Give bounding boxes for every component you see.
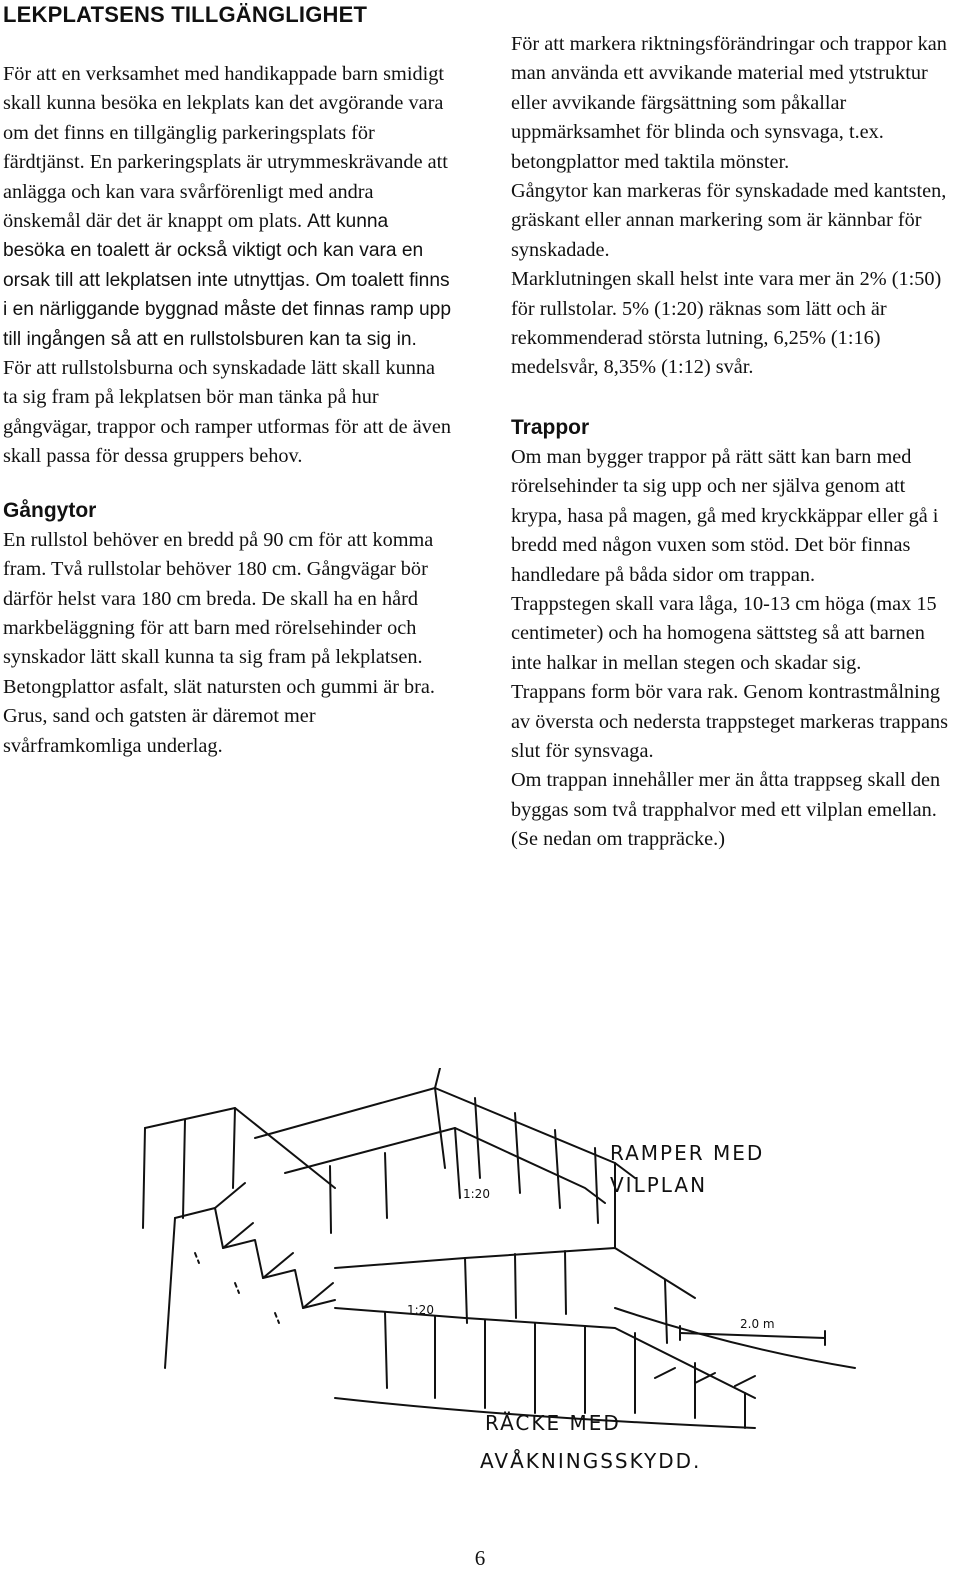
ramp-sketch-illustration <box>135 1068 865 1478</box>
left-text-flow <box>3 60 453 761</box>
slope-upper-label: 1:20 <box>463 1187 490 1201</box>
racke-label-line1: RÄCKE MED <box>485 1411 621 1435</box>
slope-paragraph: Marklutningen skall helst inte vara mer än 2% (1:50) för rullstolar. 5% (1:20) räknas som lätt och är rekommenderad största lutning, 6,25% (1:16) medelsvår, 8,35% (1:12) svår. <box>511 268 942 379</box>
marking-paragraph: För att markera riktningsförändringar och trappor kan man använda ett avvikande material med ytstruktur eller avvikande färgsättning som påkallar uppmärksamhet för blinda och synsvaga, t.ex. betongplattor med taktila mönster. <box>511 33 947 173</box>
racke-label-line2: AVÅKNINGSSKYDD. <box>480 1449 702 1473</box>
spacer <box>3 472 453 496</box>
heading-trappor: Trappor <box>511 415 590 439</box>
intro-parking-text: För att en verksamhet med handikappade barn smidigt skall kunna besöka en lekplats kan det avgörande vara om det finns en tillgänglig parkeringsplats för färdtjänst. En parkeringsplats är utrymmeskrävande att anlägga och kan vara svårförenligt med andra önskemål där det är knappt om plats. <box>3 63 448 233</box>
ramper-label-line1: RAMPER MED <box>610 1141 765 1165</box>
intro-ramp-text: Om toalett finns i en närliggande byggnad måste det finnas ramp upp till ingången så att en rullstolsburen kan ta sig in. <box>3 269 452 350</box>
page-title: LEKPLATSENS TILLGÄNGLIGHET <box>3 2 368 27</box>
width-dimension-label: 2.0 m <box>740 1317 775 1331</box>
spacer <box>511 383 959 413</box>
intro-paragraph <box>3 60 453 354</box>
stair-shape-paragraph: Trappans form bör vara rak. Genom kontrastmålning av översta och nedersta trappsteget markeras trappans slut för synsvaga. <box>511 681 948 762</box>
page-number: 6 <box>474 1546 486 1570</box>
intro-toilet-text: Att kunna besöka en toalett är också viktigt och kan vara en orsak till att lekplatsen inte utnyttjas. <box>3 211 424 291</box>
landing-paragraph: Om trappan innehåller mer än åtta trappseg skall den byggas som två trapphalvor med ett vilplan emellan. (Se nedan om trappräcke.) <box>511 769 941 851</box>
heading-gangytor: Gångytor <box>3 498 97 522</box>
stairs-paragraph: Om man bygger trappor på rätt sätt kan barn med rörelsehinder ta sig upp och ner själva genom att krypa, hasa på magen, gå med kryckkäppar eller gå i bredd med någon vuxen som stöd. Det bör finnas handledare på båda sidor om trappan. <box>511 445 939 586</box>
gangytor-paragraph: En rullstol behöver en bredd på 90 cm för att komma fram. Två rullstolar behöver 180 cm. Gångvägar bör därför helst vara 180 cm breda. De skall ha en hård markbeläggning för att barn med rörelsehinder och synskador lätt skall kunna ta sig fram på lekplatsen. Betongplattor asfalt, slät natursten och gummi är bra. Grus, sand och gatsten är däremot mer svårframkomliga underlag. <box>3 528 435 757</box>
steps-paragraph: Trappstegen skall vara låga, 10-13 cm höga (max 15 centimeter) och ha homogena sättsteg så att barnen inte halkar in mellan stegen och skadar sig. <box>511 592 937 674</box>
slope-lower-label: 1:20 <box>407 1303 434 1317</box>
ramper-label-line2: VILPLAN <box>610 1173 708 1197</box>
accessibility-paragraph: För att rullstolsburna och synskadade lätt skall kunna ta sig fram på lekplatsen bör man tänka på hur gångvägar, trappor och ramper utformas för att de även skall passa för dessa gruppers behov. <box>3 357 451 468</box>
right-text-flow <box>511 30 959 855</box>
edge-marking-paragraph: Gångytor kan markeras för synskadade med kantsten, gräskant eller annan markering som är kännbar för synskadade. <box>511 180 947 261</box>
